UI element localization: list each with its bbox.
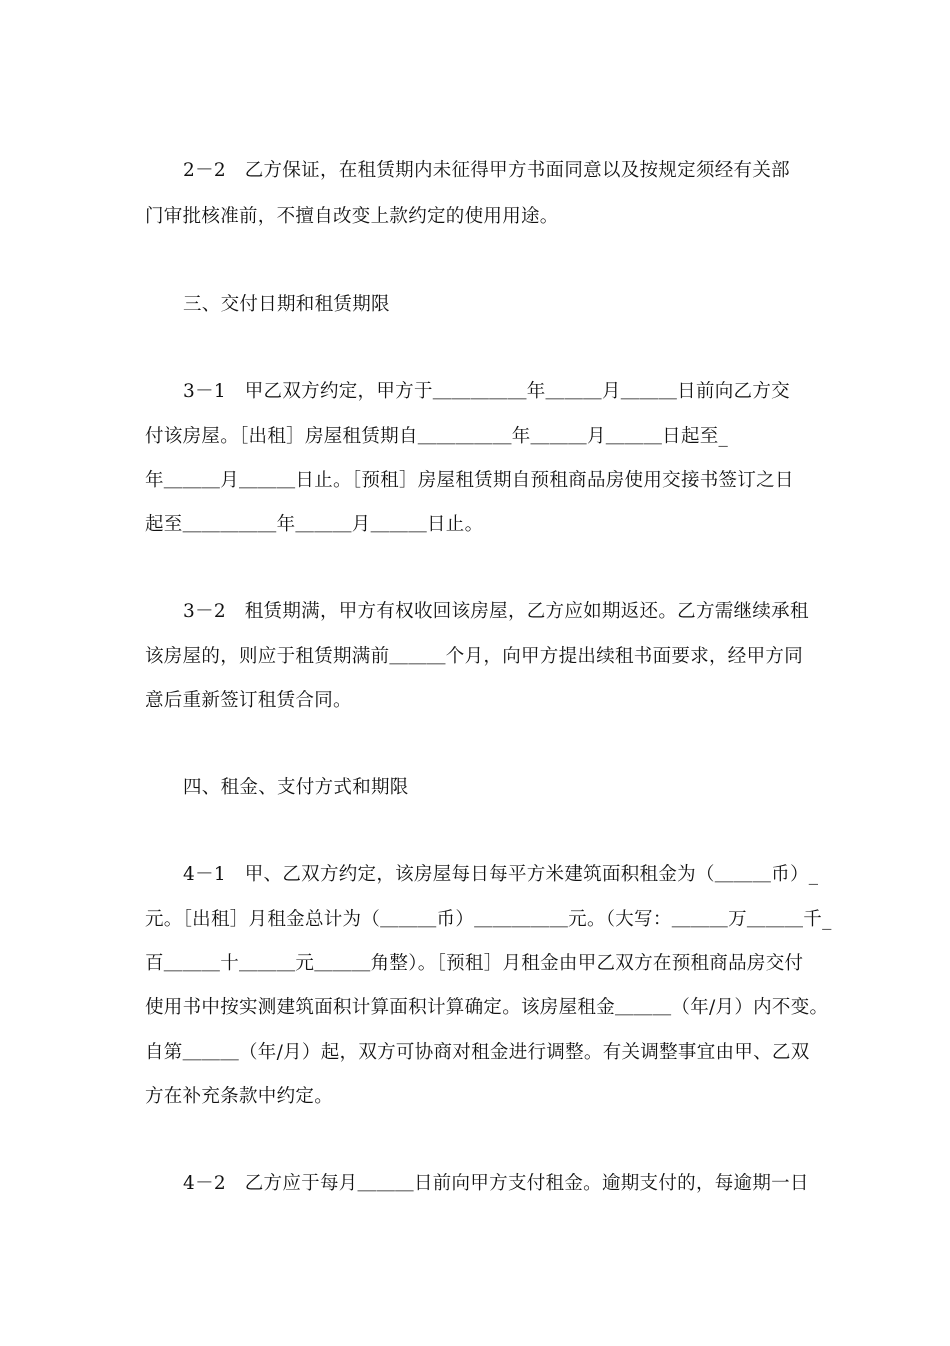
clause-4-1-line-6: 方在补充条款中约定。 xyxy=(145,1086,334,1107)
clause-3-1-line-1: 3－1 甲乙双方约定，甲方于＿＿＿＿＿年＿＿＿月＿＿＿日前向乙方交 xyxy=(183,381,790,402)
clause-3-2-line-2: 该房屋的，则应于租赁期满前＿＿＿个月，向甲方提出续租书面要求，经甲方同 xyxy=(145,646,804,667)
clause-4-1-line-4: 使用书中按实测建筑面积计算面积计算确定。该房屋租金＿＿＿（年/月）内不变。 xyxy=(145,997,829,1018)
clause-4-1-line-2: 元。［出租］月租金总计为（＿＿＿币）＿＿＿＿＿元。（大写：＿＿＿万＿＿＿千_ xyxy=(145,909,832,930)
clause-3-2-line-3: 意后重新签订租赁合同。 xyxy=(145,690,352,711)
clause-4-1-line-5: 自第＿＿＿（年/月）起，双方可协商对租金进行调整。有关调整事宜由甲、乙双 xyxy=(145,1042,810,1063)
clause-4-2-line-1: 4－2 乙方应于每月＿＿＿日前向甲方支付租金。逾期支付的，每逾期一日 xyxy=(183,1173,809,1194)
clause-3-1-line-4: 起至＿＿＿＿＿年＿＿＿月＿＿＿日止。 xyxy=(145,514,484,535)
clause-3-2-line-1: 3－2 租赁期满，甲方有权收回该房屋，乙方应如期返还。乙方需继续承租 xyxy=(183,601,809,622)
clause-3-1-line-3: 年＿＿＿月＿＿＿日止。［预租］房屋租赁期自预租商品房使用交接书签订之日 xyxy=(145,470,794,491)
clause-2-2-line-1: 2－2 乙方保证，在租赁期内未征得甲方书面同意以及按规定须经有关部 xyxy=(183,160,790,181)
clause-4-1-line-1: 4－1 甲、乙双方约定，该房屋每日每平方米建筑面积租金为（＿＿＿币）_ xyxy=(183,864,819,885)
section-4-heading: 四、租金、支付方式和期限 xyxy=(183,777,409,798)
section-3-heading: 三、交付日期和租赁期限 xyxy=(183,294,390,315)
clause-3-1-line-2: 付该房屋。［出租］房屋租赁期自＿＿＿＿＿年＿＿＿月＿＿＿日起至_ xyxy=(145,426,729,447)
clause-4-1-line-3: 百＿＿＿十＿＿＿元＿＿＿角整）。［预租］月租金由甲乙双方在预租商品房交付 xyxy=(145,953,804,974)
clause-2-2-line-2: 门审批核准前，不擅自改变上款约定的使用用途。 xyxy=(145,206,559,227)
